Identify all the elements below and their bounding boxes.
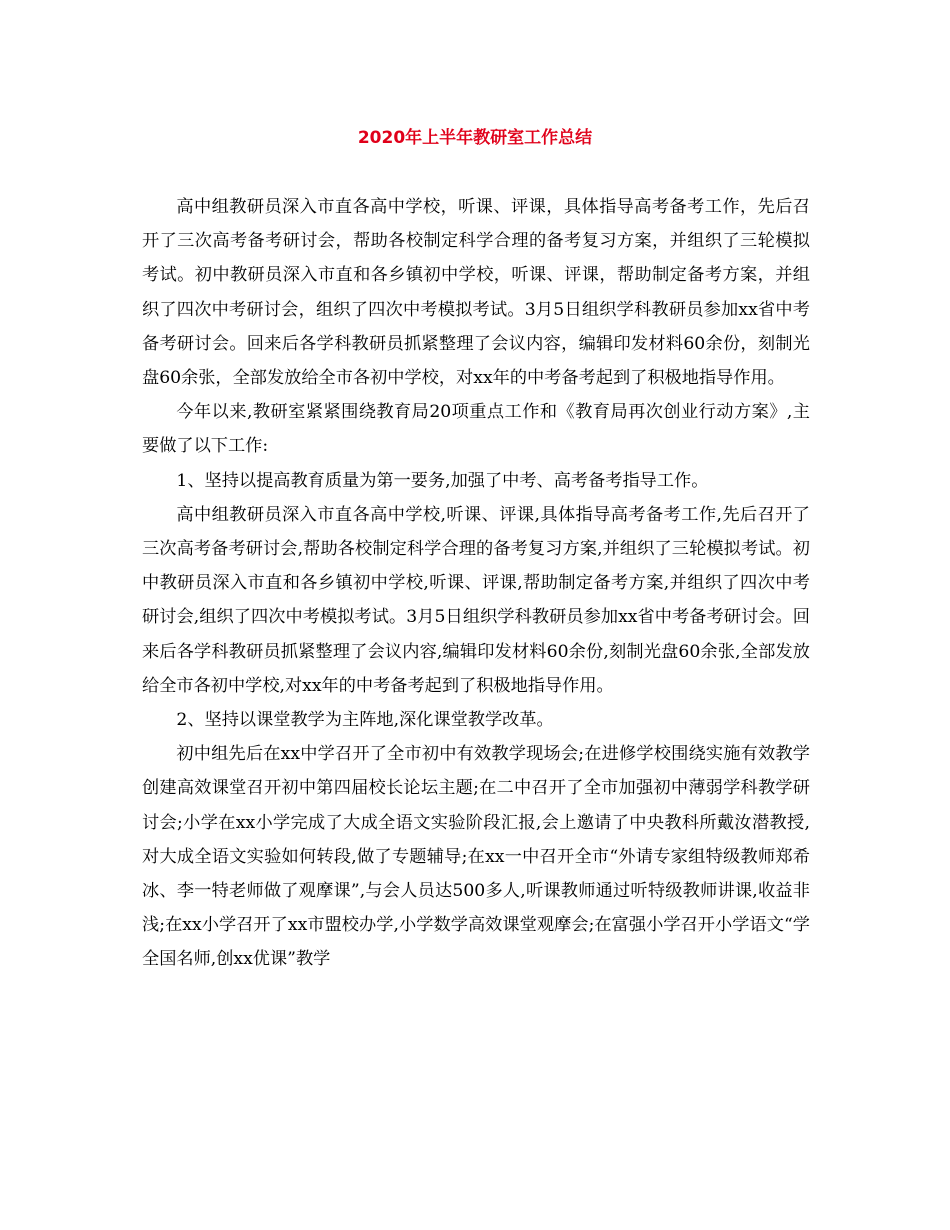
paragraph: 高中组教研员深入市直各高中学校，听课、评课，具体指导高考备考工作，先后召开了三次高考备考研讨会，帮助各校制定科学合理的备考复习方案，并组织了三轮模拟考试。初中教研员深入市直和各乡镇初中学校，听课、评课，帮助制定备考方案，并组织了四次中考研讨会，组织了四次中考模拟考试。3月5日组织学科教研员参加xx省中考备考研讨会。回来后各学科教研员抓紧整理了会议内容，编辑印发材料60余份，刻制光盘60余张，全部发放给全市各初中学校，对xx年的中考备考起到了积极地指导作用。 [142,197,810,389]
section-heading: 1、坚持以提高教育质量为第一要务,加强了中考、高考备考指导工作。 [176,470,709,491]
paragraph: 今年以来,教研室紧紧围绕教育局20项重点工作和《教育局再次创业行动方案》,主要做了以下工作: [142,402,810,457]
paragraph: 高中组教研员深入市直各高中学校,听课、评课,具体指导高考备考工作,先后召开了三次高考备考研讨会,帮助各校制定科学合理的备考复习方案,并组织了三轮模拟考试。初中教研员深入市直和各乡镇初中学校,听课、评课,帮助制定备考方案,并组织了四次中考研讨会,组织了四次中考模拟考试。3月5日组织学科教研员参加xx省中考备考研讨会。回来后各学科教研员抓紧整理了会议内容,编辑印发材料60余份,刻制光盘60余张,全部发放给全市各初中学校,对xx年的中考备考起到了积极地指导作用。 [142,504,810,696]
section-heading: 2、坚持以课堂教学为主阵地,深化课堂教学改革。 [176,710,554,731]
paragraph: 初中组先后在xx中学召开了全市初中有效教学现场会;在进修学校围绕实施有效教学创建高效课堂召开初中第四届校长论坛主题;在二中召开了全市加强初中薄弱学科教学研讨会;小学在xx小学完成了大成全语文实验阶段汇报,会上邀请了中央教科所戴汝潜教授,对大成全语文实验如何转段,做了专题辅导;在xx一中召开全市“外请专家组特级教师郑希冰、李一特老师做了观摩课”,与会人员达500多人,听课教师通过听特级教师讲课,收益非浅;在xx小学召开了xx市盟校办学,小学数学高效课堂观摩会;在富强小学召开小学语文“学全国名师,创xx优课”教学 [142,744,810,970]
document-title: 2020年上半年教研室工作总结 [357,128,593,148]
document-body [142,190,810,977]
